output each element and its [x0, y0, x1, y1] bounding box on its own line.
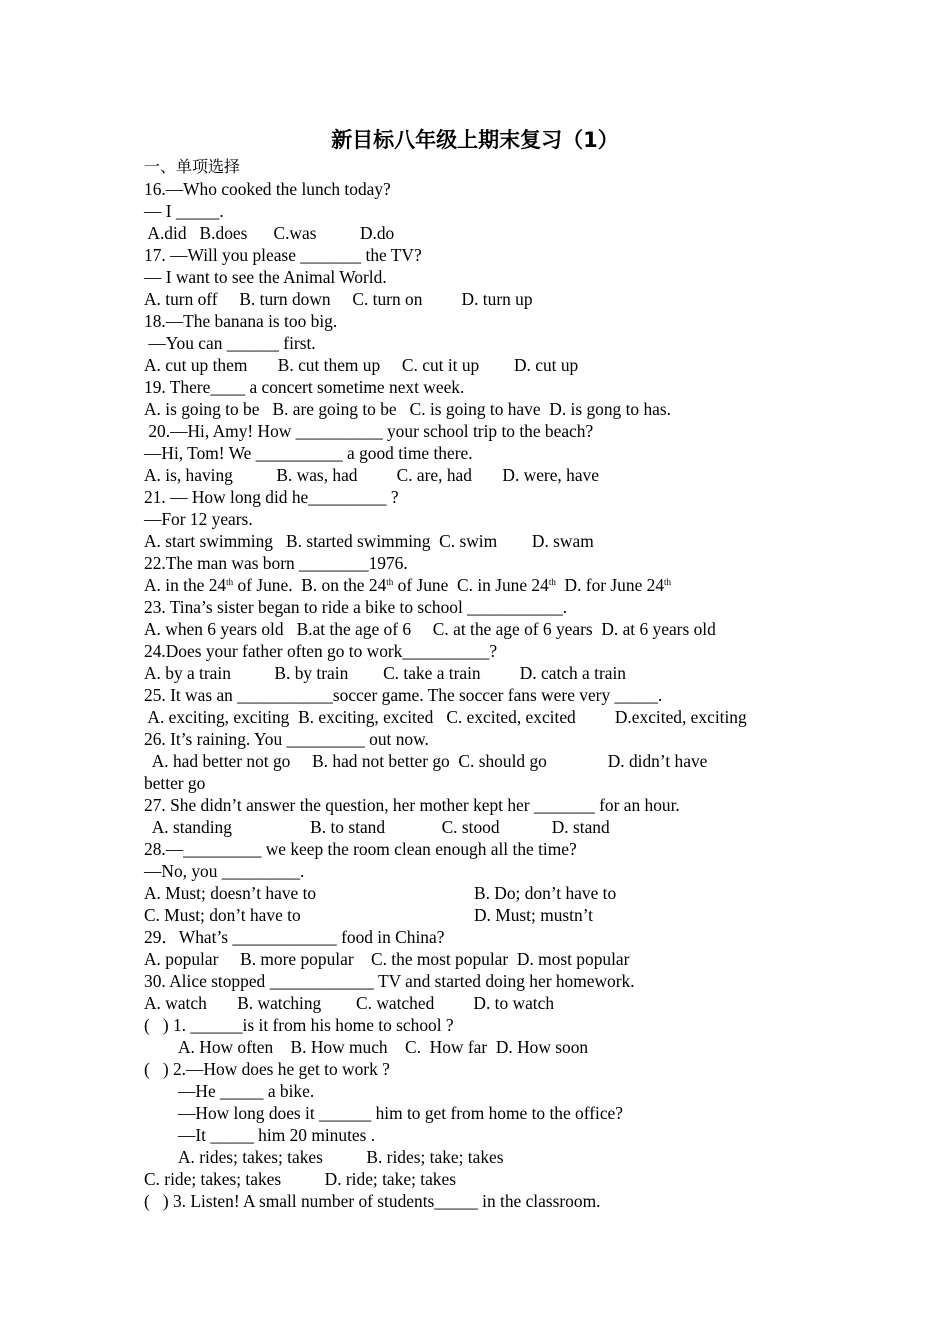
- question-17: 17. —Will you please _______ the TV?: [144, 245, 422, 265]
- q22-superscript: th: [386, 577, 394, 587]
- question-25-options: A. exciting, exciting B. exciting, excited C. excited, excited D.excited, exciting: [144, 707, 747, 727]
- question-20-reply: —Hi, Tom! We __________ a good time there.: [144, 443, 473, 463]
- q28-option-d: D. Must; mustn’t: [474, 905, 594, 925]
- worksheet-body: [144, 156, 824, 1212]
- question-20-options: A. is, having B. was, had C. are, had D. were, have: [144, 465, 599, 485]
- practice-2: ( ) 2.—How does he get to work ?: [144, 1059, 390, 1079]
- question-30-options: A. watch B. watching C. watched D. to watch: [144, 993, 555, 1013]
- practice-3: ( ) 3. Listen! A small number of students_____ in the classroom.: [144, 1191, 601, 1211]
- question-16-options: A.did B.does C.was D.do: [144, 223, 395, 243]
- question-27: 27. She didn’t answer the question, her mother kept her _______ for an hour.: [144, 795, 680, 815]
- question-22: 22.The man was born ________1976.: [144, 553, 408, 573]
- question-19-options: A. is going to be B. are going to be C. is going to have D. is gong to has.: [144, 399, 671, 419]
- question-23: 23. Tina’s sister began to ride a bike to school ___________.: [144, 597, 568, 617]
- question-30: 30. Alice stopped ____________ TV and started doing her homework.: [144, 971, 635, 991]
- q28-option-b: B. Do; don’t have to: [474, 883, 617, 903]
- q22-option-b: of June. B. on the 24: [233, 575, 387, 595]
- q22-option-a: A. in the 24: [144, 575, 227, 595]
- question-22-options: [144, 574, 824, 596]
- question-16-answer-line: — I _____.: [144, 201, 224, 221]
- practice-2-line-2: —How long does it ______ him to get from home to the office?: [178, 1103, 623, 1123]
- practice-1: ( ) 1. ______is it from his home to school ?: [144, 1015, 454, 1035]
- question-29: 29．What’s ____________ food in China?: [144, 927, 445, 947]
- question-27-options: A. standing B. to stand C. stood D. stand: [144, 817, 610, 837]
- question-18: 18.—The banana is too big.: [144, 311, 338, 331]
- q28-option-c: C. Must; don’t have to: [144, 905, 301, 925]
- question-24: 24.Does your father often go to work__________?: [144, 641, 498, 661]
- q22-option-d: D. for June 24: [555, 575, 665, 595]
- question-28-reply: —No, you _________.: [144, 861, 305, 881]
- q28-option-a: A. Must; doesn’t have to: [144, 883, 317, 903]
- question-17-options: A. turn off B. turn down C. turn on D. turn up: [144, 289, 533, 309]
- question-21-options: A. start swimming B. started swimming C. swim D. swam: [144, 531, 594, 551]
- page-title: 新目标八年级上期末复习（1）: [331, 128, 619, 152]
- question-19: 19. There____ a concert sometime next week.: [144, 377, 465, 397]
- question-28: 28.—_________ we keep the room clean enough all the time?: [144, 839, 577, 859]
- question-28-options-row-2: [144, 904, 824, 926]
- practice-2-line-3: —It _____ him 20 minutes .: [178, 1125, 376, 1145]
- question-17-reply: — I want to see the Animal World.: [144, 267, 387, 287]
- practice-2-options-1: A. rides; takes; takes B. rides; take; takes: [178, 1147, 504, 1167]
- practice-2-options-2: C. ride; takes; takes D. ride; take; takes: [144, 1169, 456, 1189]
- question-26-options-continued: better go: [144, 773, 206, 793]
- question-26: 26. It’s raining. You _________ out now.: [144, 729, 429, 749]
- q22-option-c: of June C. in June 24: [393, 575, 549, 595]
- question-21: 21. — How long did he_________ ?: [144, 487, 399, 507]
- question-25: 25. It was an ___________soccer game. The soccer fans were very _____.: [144, 685, 663, 705]
- question-18-reply: —You can ______ first.: [144, 333, 316, 353]
- q22-superscript: th: [548, 577, 556, 587]
- question-26-options: A. had better not go B. had not better go C. should go D. didn’t have: [144, 751, 708, 771]
- question-28-options-row-1: [144, 882, 824, 904]
- question-21-reply: —For 12 years.: [144, 509, 253, 529]
- question-23-options: A. when 6 years old B.at the age of 6 C. at the age of 6 years D. at 6 years old: [144, 619, 716, 639]
- question-20: 20.—Hi, Amy! How __________ your school trip to the beach?: [144, 421, 594, 441]
- q22-superscript: th: [226, 577, 234, 587]
- question-18-options: A. cut up them B. cut them up C. cut it up D. cut up: [144, 355, 579, 375]
- practice-2-line-1: —He _____ a bike.: [178, 1081, 315, 1101]
- section-heading: 一、单项选择: [144, 157, 241, 176]
- q22-superscript: th: [664, 577, 672, 587]
- question-29-options: A. popular B. more popular C. the most popular D. most popular: [144, 949, 630, 969]
- question-16: 16.—Who cooked the lunch today?: [144, 179, 391, 199]
- practice-1-options: A. How often B. How much C. How far D. How soon: [178, 1037, 589, 1057]
- question-24-options: A. by a train B. by train C. take a train D. catch a train: [144, 663, 626, 683]
